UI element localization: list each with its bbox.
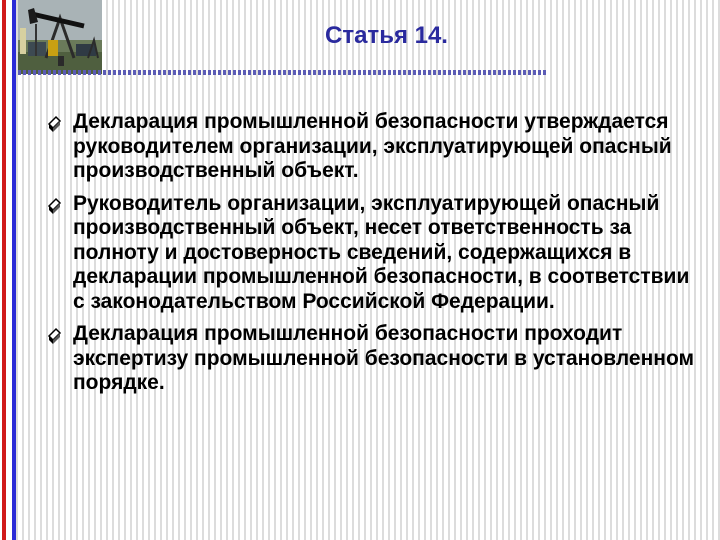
oil-pump-jack-photo xyxy=(18,0,102,74)
hollow-diamond-bullet-icon xyxy=(45,197,63,215)
bullet-text: Руководитель организации, эксплуатирующей опасный производственный объект, несет ответственность за полноту и достоверность сведений, содержащихся в декларации промышленной безопасности, в соответствии с законодательством Российской Федерации. xyxy=(73,191,690,313)
bullet-item xyxy=(45,110,705,184)
bullet-text: Декларация промышленной безопасности проходит экспертизу промышленной безопасности в установленном порядке. xyxy=(73,322,695,394)
bullet-item xyxy=(45,322,705,396)
slide-title: Статья 14. xyxy=(325,22,448,49)
hollow-diamond-bullet-icon xyxy=(45,327,63,345)
title-dotted-rule xyxy=(18,70,548,75)
flag-stripe-blue xyxy=(12,0,16,540)
slide-body xyxy=(45,110,705,404)
bullet-text: Декларация промышленной безопасности утверждается руководителем организации, эксплуатирующей опасный производственный объект. xyxy=(73,110,672,182)
bullet-item xyxy=(45,192,705,315)
hollow-diamond-bullet-icon xyxy=(45,115,63,133)
